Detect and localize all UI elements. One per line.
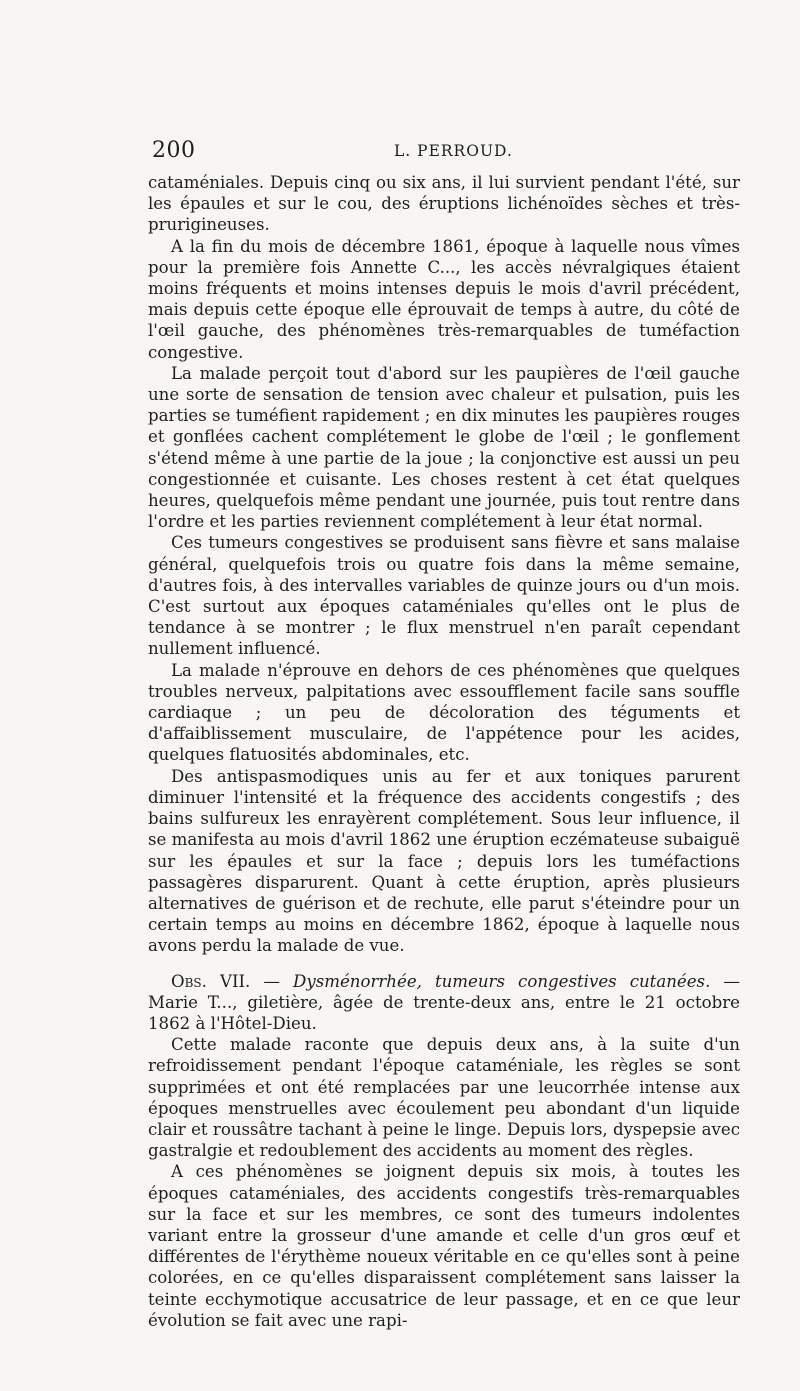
paragraph: La malade n'éprouve en dehors de ces phénomènes que quelques troubles nerveux, palpitations avec essoufflement facile sans souffle cardiaque ; un peu de décoloration des téguments et d'affaiblissement musculaire, de l'appétence pour les acides, quelques flatuosités abdominales, etc.	[148, 660, 740, 765]
body-text	[148, 172, 740, 1331]
observation-dash: —	[250, 971, 294, 991]
running-head: L. PERROUD.	[394, 142, 513, 160]
paragraph: A ces phénomènes se joignent depuis six mois, à toutes les époques cataméniales, des accidents congestifs très-remarquables sur la face et sur les membres, ce sont des tumeurs indolentes variant entre la grosseur d'une amande et celle d'un gros œuf et différentes de l'érythème noueux véritable en ce qu'elles sont à peine colorées, en ce qu'elles disparaissent complétement sans laisser la teinte ecchymotique accusatrice de leur passage, et en ce que leur évolution se fait avec une rapi-	[148, 1162, 740, 1330]
book-page	[148, 138, 740, 1331]
observation-label: Obs. VII.	[171, 971, 251, 991]
paragraph: Cette malade raconte que depuis deux ans, à la suite d'un refroidissement pendant l'époque cataméniale, les règles se sont supprimées et ont été remplacées par une leucorrhée intense aux époques menstruelles avec écoulement peu abondant d'un liquide clair et roussâtre tachant à peine le linge. Depuis lors, dyspepsie avec gastralgie et redoublement des accidents au moment des règles.	[148, 1035, 740, 1161]
paragraph: Ces tumeurs congestives se produisent sans fièvre et sans malaise général, quelquefois trois ou quatre fois dans la même semaine, d'autres fois, à des intervalles variables de quinze jours ou d'un mois. C'est surtout aux époques cataméniales qu'elles ont le plus de tendance à se montrer ; le flux menstruel n'en paraît cependant nullement influencé.	[148, 533, 740, 659]
paragraph: Des antispasmodiques unis au fer et aux toniques parurent diminuer l'intensité et la fréquence des accidents congestifs ; des bains sulfureux les enrayèrent complétement. Sous leur influence, il se manifesta au mois d'avril 1862 une éruption eczémateuse subaiguë sur les épaules et sur la face ; depuis lors les tuméfactions passagères disparurent. Quant à cette éruption, après plusieurs alternatives de guérison et de rechute, elle parut s'éteindre pour un certain temps au moins en décembre 1862, époque à laquelle nous avons perdu la malade de vue.	[148, 766, 740, 956]
paragraph: La malade perçoit tout d'abord sur les paupières de l'œil gauche une sorte de sensation de tension avec chaleur et pulsation, puis les parties se tuméfient rapidement ; en dix minutes les paupières rouges et gonflées cachent complétement le globe de l'œil ; le gonflement s'étend même à une partie de la joue ; la conjonctive est aussi un peu congestionnée et cuisante. Les choses restent à cet état quelques heures, quelquefois même pendant une journée, puis tout rentre dans l'ordre et les parties reviennent complétement à leur état normal.	[148, 363, 740, 532]
observation-title: Dysménorrhée, tumeurs congestives cutanées.	[293, 971, 711, 991]
observation-heading	[148, 971, 740, 1035]
observation-rest: — Marie T..., giletière, âgée de trente-deux ans, entre le 21 octobre 1862 à l'Hôtel-Dieu.	[148, 971, 740, 1033]
paragraph: A la fin du mois de décembre 1861, époque à laquelle nous vîmes pour la première fois Annette C..., les accès névralgiques étaient moins fréquents et moins intenses depuis le mois d'avril précédent, mais depuis cette époque elle éprouvait de temps à autre, du côté de l'œil gauche, des phénomènes très-remarquables de tuméfaction congestive.	[148, 236, 740, 362]
page-number: 200	[152, 138, 196, 163]
paragraph: cataméniales. Depuis cinq ou six ans, il lui survient pendant l'été, sur les épaules et sur le cou, des éruptions lichénoïdes sèches et très-prurigineuses.	[148, 173, 740, 235]
page-header	[148, 138, 740, 172]
